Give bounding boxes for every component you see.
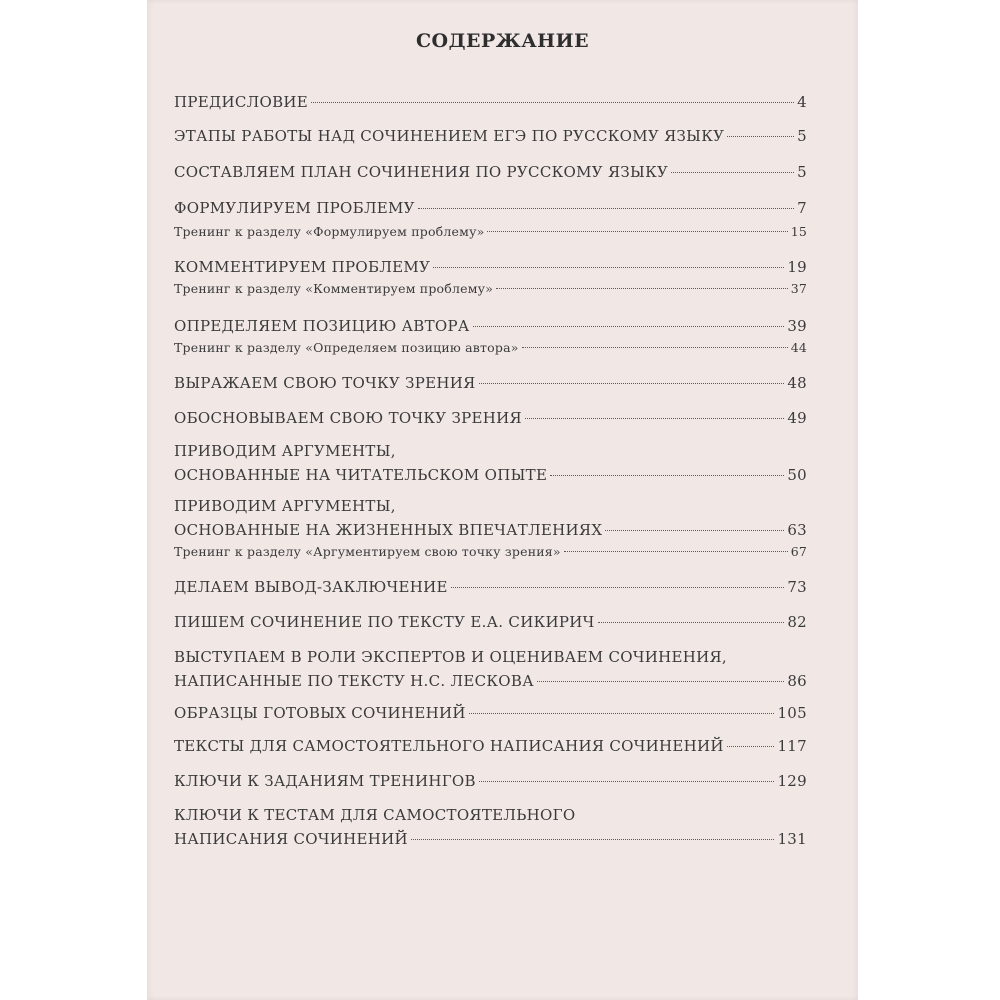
toc-entry[interactable]	[174, 442, 807, 484]
toc-entry-label: Тренинг к разделу «Определяем позицию автора»	[174, 340, 519, 355]
toc-entry[interactable]	[174, 497, 807, 539]
dot-leader	[522, 347, 788, 348]
toc-entry-label: ФОРМУЛИРУЕМ ПРОБЛЕМУ	[174, 199, 415, 217]
dot-leader	[433, 267, 784, 268]
toc-entry[interactable]	[174, 806, 807, 848]
toc-entry-label-line: ПРИВОДИМ АРГУМЕНТЫ,	[174, 497, 396, 515]
toc-page-number: 131	[777, 830, 807, 848]
toc-entry[interactable]	[174, 704, 807, 722]
toc-entry[interactable]	[174, 613, 807, 631]
toc-page-number: 50	[787, 466, 807, 484]
toc-entry[interactable]	[174, 127, 807, 145]
dot-leader	[537, 681, 784, 682]
toc-entry-label: КЛЮЧИ К ЗАДАНИЯМ ТРЕНИНГОВ	[174, 772, 476, 790]
toc-page-number: 117	[777, 737, 807, 755]
toc-entry[interactable]	[174, 340, 807, 356]
toc-page-number: 39	[787, 317, 807, 335]
dot-leader	[727, 746, 775, 747]
toc-entry-label: НАПИСАНИЯ СОЧИНЕНИЙ	[174, 830, 408, 848]
toc-entry-label: ОБОСНОВЫВАЕМ СВОЮ ТОЧКУ ЗРЕНИЯ	[174, 409, 522, 427]
toc-entry-label: ТЕКСТЫ ДЛЯ САМОСТОЯТЕЛЬНОГО НАПИСАНИЯ СОЧИНЕНИЙ	[174, 737, 724, 755]
toc-entry[interactable]	[174, 409, 807, 427]
toc-page-number: 4	[797, 93, 807, 111]
dot-leader	[671, 172, 794, 173]
toc-entry-label: ДЕЛАЕМ ВЫВОД-ЗАКЛЮЧЕНИЕ	[174, 578, 448, 596]
toc-entry[interactable]	[174, 374, 807, 392]
toc-entry-label-line: ПРИВОДИМ АРГУМЕНТЫ,	[174, 442, 396, 460]
toc-page-number: 82	[787, 613, 807, 631]
toc-page-number: 86	[787, 672, 807, 690]
toc-entry-label: СОСТАВЛЯЕМ ПЛАН СОЧИНЕНИЯ ПО РУССКОМУ ЯЗЫКУ	[174, 163, 669, 181]
dot-leader	[451, 587, 785, 588]
toc-entry[interactable]	[174, 93, 807, 111]
toc-entry[interactable]	[174, 317, 807, 335]
dot-leader	[564, 551, 788, 552]
toc-entry[interactable]	[174, 772, 807, 790]
toc-entry[interactable]	[174, 648, 807, 690]
toc-entry[interactable]	[174, 199, 807, 217]
toc-entry-label: КОММЕНТИРУЕМ ПРОБЛЕМУ	[174, 258, 431, 276]
toc-entry[interactable]	[174, 544, 807, 560]
toc-page-number: 5	[797, 163, 807, 181]
toc-page-number: 63	[787, 521, 807, 539]
dot-leader	[479, 383, 785, 384]
toc-entry[interactable]	[174, 737, 807, 755]
toc-page-number: 19	[787, 258, 807, 276]
toc-page-number: 44	[790, 340, 807, 355]
toc-entry-label: ПИШЕМ СОЧИНЕНИЕ ПО ТЕКСТУ Е.А. СИКИРИЧ	[174, 613, 595, 631]
toc-page-number: 15	[790, 224, 807, 239]
toc-page-number: 129	[777, 772, 807, 790]
toc-entry-label: ПРЕДИСЛОВИЕ	[174, 93, 309, 111]
toc-page-number: 37	[790, 281, 807, 296]
toc-entry[interactable]	[174, 578, 807, 596]
dot-leader	[550, 475, 784, 476]
dot-leader	[418, 208, 794, 209]
book-page	[147, 0, 858, 1000]
toc-entry-label: ЭТАПЫ РАБОТЫ НАД СОЧИНЕНИЕМ ЕГЭ ПО РУССКОМУ ЯЗЫКУ	[174, 127, 725, 145]
toc-page-number: 105	[777, 704, 807, 722]
toc-page-number: 73	[787, 578, 807, 596]
toc-page-number: 7	[797, 199, 807, 217]
dot-leader	[598, 622, 785, 623]
toc-page-number: 67	[790, 544, 807, 559]
toc-entry-label-line: ВЫСТУПАЕМ В РОЛИ ЭКСПЕРТОВ И ОЦЕНИВАЕМ СОЧИНЕНИЯ,	[174, 648, 727, 666]
dot-leader	[605, 530, 784, 531]
page-title: СОДЕРЖАНИЕ	[415, 30, 590, 52]
toc-entry-label: ОСНОВАННЫЕ НА ЖИЗНЕННЫХ ВПЕЧАТЛЕНИЯХ	[174, 521, 603, 539]
toc-entry[interactable]	[174, 258, 807, 276]
toc-entry-label: ОБРАЗЦЫ ГОТОВЫХ СОЧИНЕНИЙ	[174, 704, 466, 722]
toc-entry-label-line: КЛЮЧИ К ТЕСТАМ ДЛЯ САМОСТОЯТЕЛЬНОГО	[174, 806, 576, 824]
toc-entry-label: ОПРЕДЕЛЯЕМ ПОЗИЦИЮ АВТОРА	[174, 317, 470, 335]
dot-leader	[479, 781, 775, 782]
toc-entry-label: ВЫРАЖАЕМ СВОЮ ТОЧКУ ЗРЕНИЯ	[174, 374, 476, 392]
dot-leader	[473, 326, 785, 327]
dot-leader	[487, 231, 787, 232]
dot-leader	[525, 418, 784, 419]
dot-leader	[727, 136, 794, 137]
dot-leader	[496, 288, 788, 289]
dot-leader	[311, 102, 794, 103]
toc-page-number: 49	[787, 409, 807, 427]
toc-page-number: 5	[797, 127, 807, 145]
toc-page-number: 48	[787, 374, 807, 392]
dot-leader	[469, 713, 775, 714]
toc-entry-label: Тренинг к разделу «Формулируем проблему»	[174, 224, 485, 239]
toc-entry[interactable]	[174, 224, 807, 240]
toc-entry[interactable]	[174, 163, 807, 181]
toc-entry-label: Тренинг к разделу «Аргументируем свою точку зрения»	[174, 544, 561, 559]
toc-entry-label: ОСНОВАННЫЕ НА ЧИТАТЕЛЬСКОМ ОПЫТЕ	[174, 466, 548, 484]
toc-entry[interactable]	[174, 281, 807, 297]
toc-entry-label: НАПИСАННЫЕ ПО ТЕКСТУ Н.С. ЛЕСКОВА	[174, 672, 534, 690]
dot-leader	[411, 839, 775, 840]
toc-entry-label: Тренинг к разделу «Комментируем проблему»	[174, 281, 494, 296]
